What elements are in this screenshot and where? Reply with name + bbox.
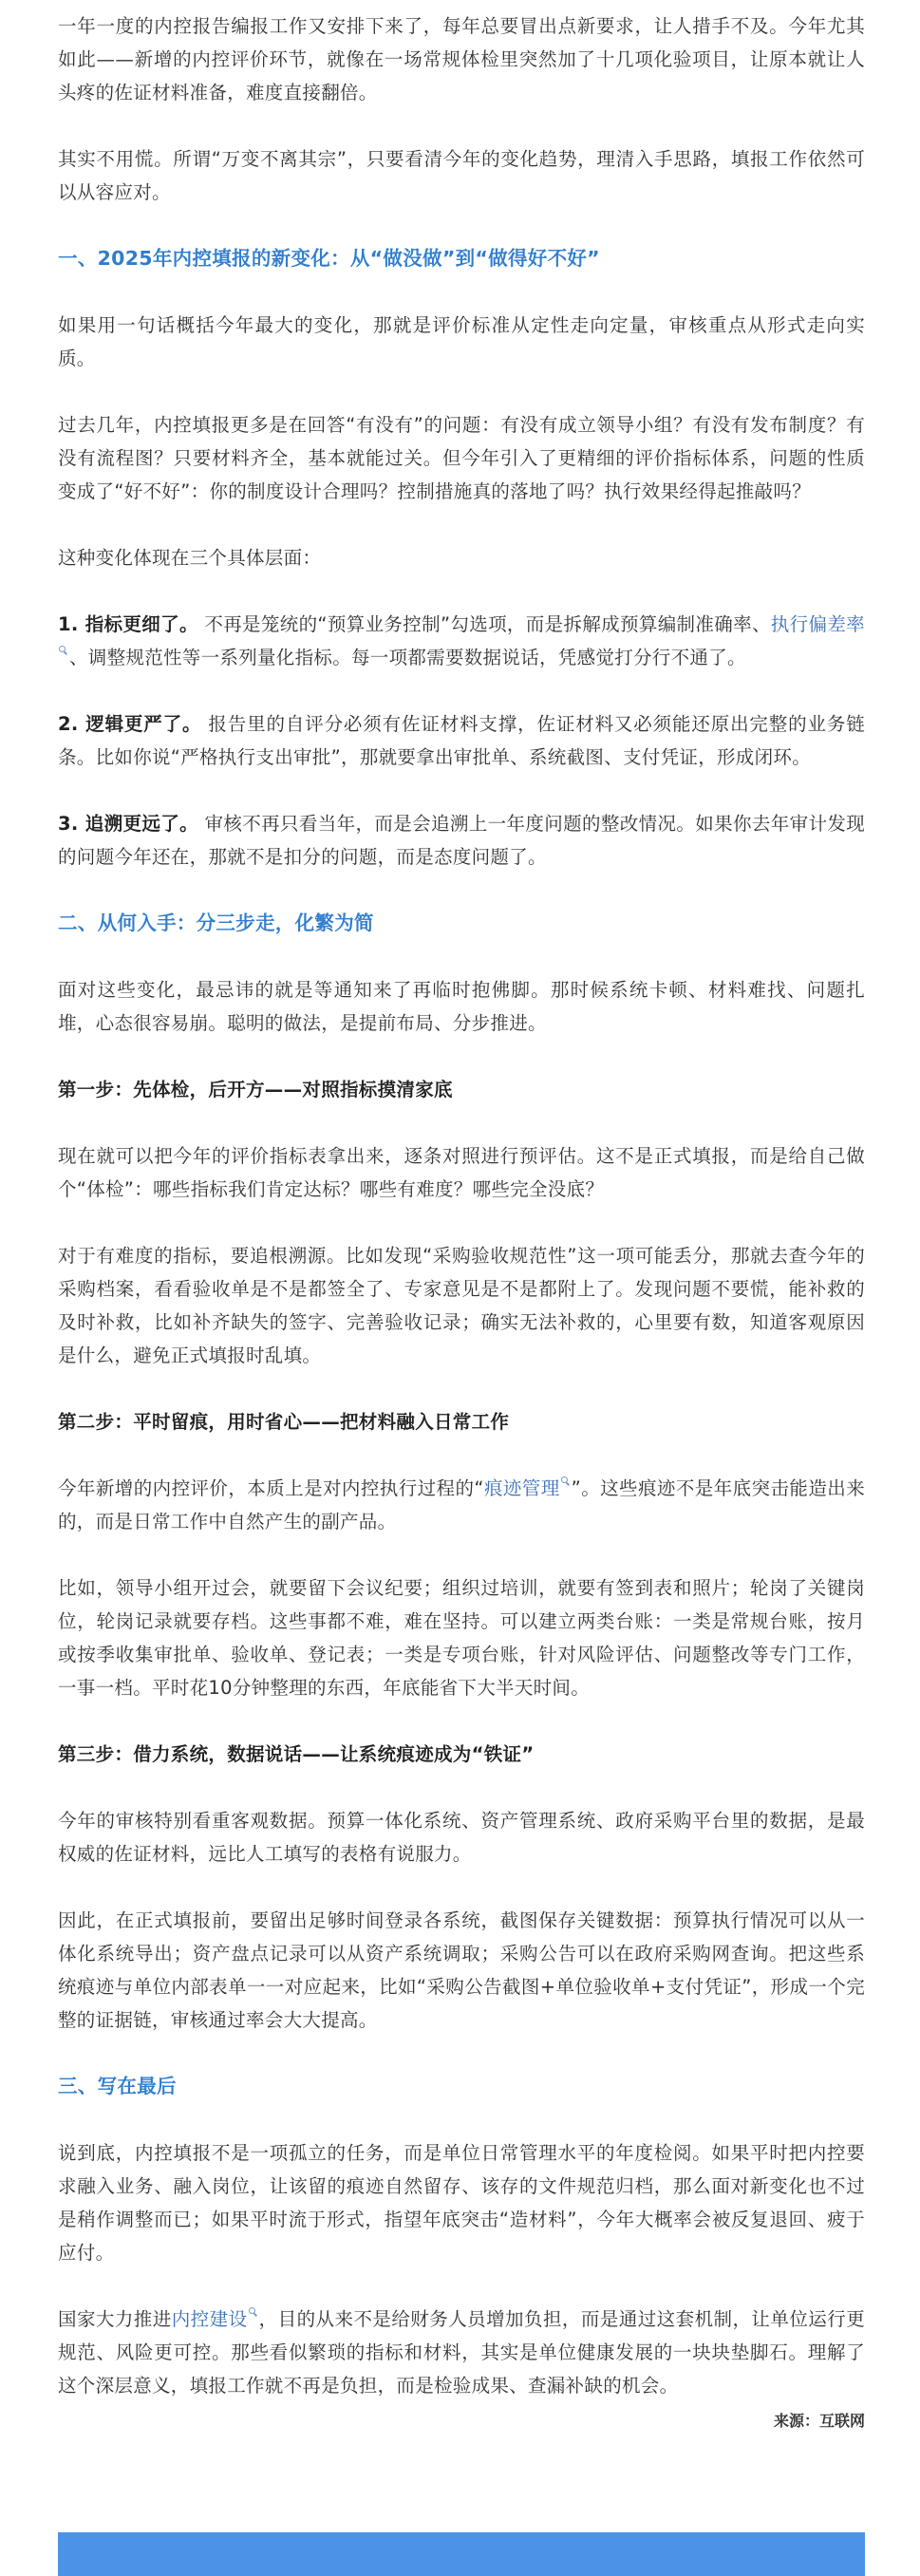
paragraph: 因此，在正式填报前，要留出足够时间登录各系统，截图保存关键数据：预算执行情况可以从一体化系统导出；资产盘点记录可以从资产系统调取；采购公告可以在政府采购网查询。把这些系统痕迹与单位内部表单一一对应起来，比如“采购公告截图+单位验收单+支付凭证”，形成一个完整的证据链，审核通过率会大大提高。	[58, 1909, 865, 2031]
section-heading-2: 二、从何入手：分三步走，化繁为简	[58, 912, 374, 934]
paragraph: 今年的审核特别看重客观数据。预算一体化系统、资产管理系统、政府采购平台里的数据，是最权威的佐证材料，远比人工填写的表格有说服力。	[58, 1810, 865, 1865]
step-heading-3: 第三步：借力系统，数据说话——让系统痕迹成为“铁证”	[58, 1743, 535, 1765]
list-item-text: 报告里的自评分必须有佐证材料支撑，佐证材料又必须能还原出完整的业务链条。比如你说“严格执行支出审批”，那就要拿出审批单、系统截图、支付凭证，形成闭环。	[58, 713, 866, 768]
list-item-text: 审核不再只看当年，而是会追溯上一年度问题的整改情况。如果你去年审计发现的问题今年还在，那就不是扣分的问题，而是态度问题了。	[58, 813, 866, 868]
intro-paragraph: 一年一度的内控报告编报工作又安排下来了，每年总要冒出点新要求，让人措手不及。今年尤其如此——新增的内控评价环节，就像在一场常规体检里突然加了十几项化验项目，让原本就让人头疼的佐证材料准备，难度直接翻倍。	[58, 15, 865, 103]
footer-banner	[58, 2532, 865, 2576]
list-item	[58, 608, 865, 674]
keyword-link[interactable]: 内控建设	[171, 2308, 248, 2330]
intro-paragraph-2: 其实不用慌。所谓“万变不离其宗”，只要看清今年的变化趋势，理清入手思路，填报工作依然可以从容应对。	[58, 148, 865, 203]
search-icon[interactable]	[59, 646, 67, 654]
list-item-text: 、调整规范性等一系列量化指标。每一项都需要数据说话，凭感觉打分行不通了。	[69, 647, 746, 668]
paragraph	[58, 1472, 865, 1538]
step-heading-2: 第二步：平时留痕，用时省心——把材料融入日常工作	[58, 1411, 510, 1433]
paragraph: 如果用一句话概括今年最大的变化，那就是评价标准从定性走向定量，审核重点从形式走向实质。	[58, 314, 865, 369]
list-item-lead: 1. 指标更细了。	[58, 613, 198, 635]
keyword-link[interactable]: 执行偏差率	[770, 613, 865, 635]
paragraph: 现在就可以把今年的评价指标表拿出来，逐条对照进行预评估。这不是正式填报，而是给自己做个“体检”：哪些指标我们肯定达标？哪些有难度？哪些完全没底？	[58, 1145, 865, 1200]
list-item	[58, 707, 865, 774]
list-item-lead: 3. 追溯更远了。	[58, 813, 198, 835]
search-icon[interactable]	[249, 2307, 257, 2316]
source-label: 来源：互联网	[773, 2412, 865, 2430]
paragraph-text: ，目的从来不是给财务人员增加负担，而是通过这套机制，让单位运行更规范、风险更可控。那些看似繁琐的指标和材料，其实是单位健康发展的一块块垫脚石。理解了这个深层意义，填报工作就不再是负担，而是检验成果、查漏补缺的机会。	[58, 2308, 865, 2397]
section-heading-3: 三、写在最后	[58, 2075, 177, 2097]
section-heading-1: 一、2025年内控填报的新变化：从“做没做”到“做得好不好”	[58, 247, 600, 270]
paragraph-text: 今年新增的内控评价，本质上是对内控执行过程的“	[58, 1477, 484, 1499]
paragraph: 说到底，内控填报不是一项孤立的任务，而是单位日常管理水平的年度检阅。如果平时把内控要求融入业务、融入岗位，让该留的痕迹自然留存、该存的文件规范归档，那么面对新变化也不过是稍作调整而已；如果平时流于形式，指望年底突击“造材料”，今年大概率会被反复退回、疲于应付。	[58, 2142, 865, 2264]
list-item-lead: 2. 逻辑更严了。	[58, 713, 202, 735]
search-icon[interactable]	[561, 1476, 570, 1485]
paragraph-text: 国家大力推进	[58, 2308, 172, 2330]
list-item-text: 不再是笼统的“预算业务控制”勾选项，而是拆解成预算编制准确率、	[197, 613, 771, 635]
paragraph: 面对这些变化，最忌讳的就是等通知来了再临时抱佛脚。那时候系统卡顿、材料难找、问题扎堆，心态很容易崩。聪明的做法，是提前布局、分步推进。	[58, 979, 865, 1034]
paragraph: 过去几年，内控填报更多是在回答“有没有”的问题：有没有成立领导小组？有没有发布制度？有没有流程图？只要材料齐全，基本就能过关。但今年引入了更精细的评价指标体系，问题的性质变成了“好不好”：你的制度设计合理吗？控制措施真的落地了吗？执行效果经得起推敲吗？	[58, 414, 865, 502]
paragraph: 这种变化体现在三个具体层面：	[58, 547, 322, 569]
paragraph-text: ”。这些痕迹不是年底突击能造出来的，而是日常工作中自然产生的副产品。	[58, 1477, 865, 1532]
step-heading-1: 第一步：先体检，后开方——对照指标摸清家底	[58, 1079, 453, 1100]
list-item	[58, 807, 865, 874]
paragraph	[58, 2303, 865, 2402]
paragraph: 比如，领导小组开过会，就要留下会议纪要；组织过培训，就要有签到表和照片；轮岗了关键岗位，轮岗记录就要存档。这些事都不难，难在坚持。可以建立两类台账：一类是常规台账，按月或按季收集审批单、验收单、登记表；一类是专项台账，针对风险评估、问题整改等专门工作，一事一档。平时花10分钟整理的东西，年底能省下大半天时间。	[58, 1577, 865, 1699]
paragraph: 对于有难度的指标，要追根溯源。比如发现“采购验收规范性”这一项可能丢分，那就去查今年的采购档案，看看验收单是不是都签全了、专家意见是不是都附上了。发现问题不要慌，能补救的及时补救，比如补齐缺失的签字、完善验收记录；确实无法补救的，心里要有数，知道客观原因是什么，避免正式填报时乱填。	[58, 1245, 865, 1366]
keyword-link[interactable]: 痕迹管理	[483, 1477, 560, 1499]
